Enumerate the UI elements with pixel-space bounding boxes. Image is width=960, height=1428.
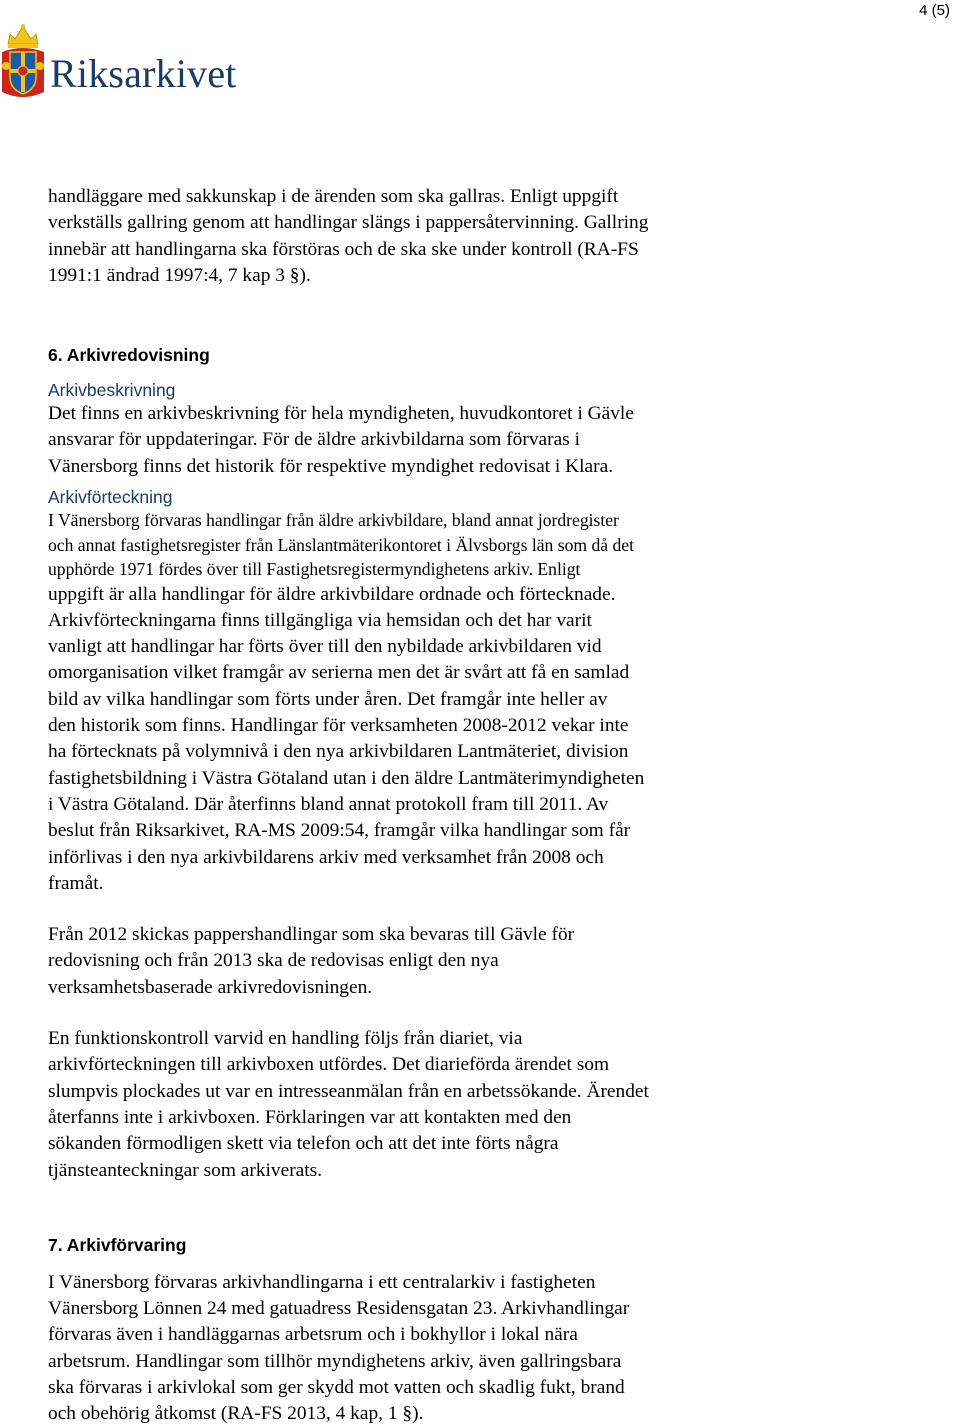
section-6-title: 6. Arkivredovisning bbox=[48, 345, 210, 366]
text-line: ska förvaras i arkivlokal som ger skydd mot vatten och skadlig fukt, brand bbox=[48, 1377, 625, 1398]
text-line: beslut från Riksarkivet, RA-MS 2009:54, framgår vilka handlingar som får bbox=[48, 820, 631, 842]
text-line: omorganisation vilket framgår av serierna men det är svårt att få en samlad bbox=[48, 662, 630, 684]
paragraph-2012 bbox=[48, 922, 928, 1001]
paragraph-function-control bbox=[48, 1026, 928, 1184]
text-line: handläggare med sakkunskap i de ärenden som ska gallras. Enligt uppgift bbox=[48, 186, 619, 207]
page-number: 4 (5) bbox=[919, 2, 950, 19]
text-line: Arkivförteckningarna finns tillgängliga via hemsidan och det har varit bbox=[48, 609, 592, 631]
arkivforteckning-heading: Arkivförteckning bbox=[48, 487, 173, 508]
text-line: förvaras även i handläggarnas arbetsrum och i bokhyllor i lokal nära bbox=[48, 1324, 578, 1346]
arkivbeskrivning-paragraph bbox=[48, 401, 928, 480]
text-line: 1991:1 ändrad 1997:4, 7 kap 3 §). bbox=[48, 264, 311, 286]
swedish-crest-icon bbox=[0, 22, 46, 102]
text-line: Vänersborg Lönnen 24 med gatuadress Residensgatan 23. Arkivhandlingar bbox=[48, 1298, 630, 1320]
arkivforteckning-paragraph bbox=[48, 582, 928, 898]
text-line: verkställs gallring genom att handlingar slängs i pappersåtervinning. Gallring bbox=[48, 212, 649, 234]
text-line: framåt. bbox=[48, 872, 104, 894]
arkivforteckning-small-paragraph bbox=[48, 508, 928, 582]
riksarkivet-logo bbox=[0, 22, 260, 102]
text-line: I Vänersborg förvaras arkivhandlingarna i ett centralarkiv i fastigheten bbox=[48, 1271, 596, 1293]
text-line: sökanden förmodligen skett via telefon och att det inte förts några bbox=[48, 1133, 559, 1155]
text-line: innebär att handlingarna ska förstöras och de ska ske under kontroll (RA-FS bbox=[48, 238, 639, 260]
text-line: verksamhetsbaserade arkivredovisningen. bbox=[48, 976, 373, 998]
arkivbeskrivning-heading: Arkivbeskrivning bbox=[48, 380, 176, 401]
text-line: uppgift är alla handlingar för äldre arkivbildare ordnade och förtecknade. bbox=[48, 583, 616, 605]
logo-wordmark: Riksarkivet bbox=[50, 51, 237, 96]
text-line: i Västra Götaland. Där återfinns bland annat protokoll fram till 2011. Av bbox=[48, 793, 609, 815]
section-7-title: 7. Arkivförvaring bbox=[48, 1234, 187, 1255]
text-line: tjänsteanteckningar som arkiverats. bbox=[48, 1159, 323, 1181]
text-line: och annat fastighetsregister från Länslantmäterikontoret i Älvsborgs län som då det bbox=[48, 534, 634, 555]
intro-paragraph bbox=[48, 184, 928, 289]
text-line: och obehörig åtkomst (RA-FS 2013, 4 kap, 1 §). bbox=[48, 1403, 424, 1425]
text-line: Det finns en arkivbeskrivning för hela myndigheten, huvudkontoret i Gävle bbox=[48, 403, 634, 425]
text-line: I Vänersborg förvaras handlingar från äldre arkivbildare, bland annat jordregister bbox=[48, 510, 619, 531]
text-line: redovisning och från 2013 ska de redovisas enligt den nya bbox=[48, 950, 499, 972]
text-line: Vänersborg finns det historik för respektive myndighet redovisat i Klara. bbox=[48, 455, 614, 477]
section-7-paragraph bbox=[48, 1270, 928, 1428]
text-line: införlivas i den nya arkivbildarens arkiv med verksamhet från 2008 och bbox=[48, 846, 604, 868]
text-line: upphörde 1971 fördes över till Fastighetsregistermyndighetens arkiv. Enligt bbox=[48, 559, 581, 580]
text-line: den historik som finns. Handlingar för verksamheten 2008-2012 vekar inte bbox=[48, 715, 629, 737]
text-line: vanligt att handlingar har förts över till den nybildade arkivbildaren vid bbox=[48, 636, 602, 658]
text-line: slumpvis plockades ut var en intresseanmälan från en arbetssökande. Ärendet bbox=[48, 1080, 649, 1102]
text-line: bild av vilka handlingar som förts under åren. Det framgår inte heller av bbox=[48, 688, 608, 710]
text-line: arbetsrum. Handlingar som tillhör myndighetens arkiv, även gallringsbara bbox=[48, 1350, 622, 1372]
text-line: En funktionskontroll varvid en handling följs från diariet, via bbox=[48, 1028, 523, 1050]
text-line: ansvarar för uppdateringar. För de äldre arkivbildarna som förvaras i bbox=[48, 429, 580, 451]
text-line: Från 2012 skickas pappershandlingar som ska bevaras till Gävle för bbox=[48, 924, 575, 946]
text-line: återfanns inte i arkivboxen. Förklaringen var att kontakten med den bbox=[48, 1106, 572, 1128]
text-line: fastighetsbildning i Västra Götaland utan i den äldre Lantmäterimyndigheten bbox=[48, 767, 645, 789]
text-line: arkivförteckningen till arkivboxen utfördes. Det diarieförda ärendet som bbox=[48, 1054, 610, 1076]
document-body bbox=[48, 184, 928, 1428]
text-line: ha förtecknats på volymnivå i den nya arkivbildaren Lantmäteriet, division bbox=[48, 741, 629, 763]
